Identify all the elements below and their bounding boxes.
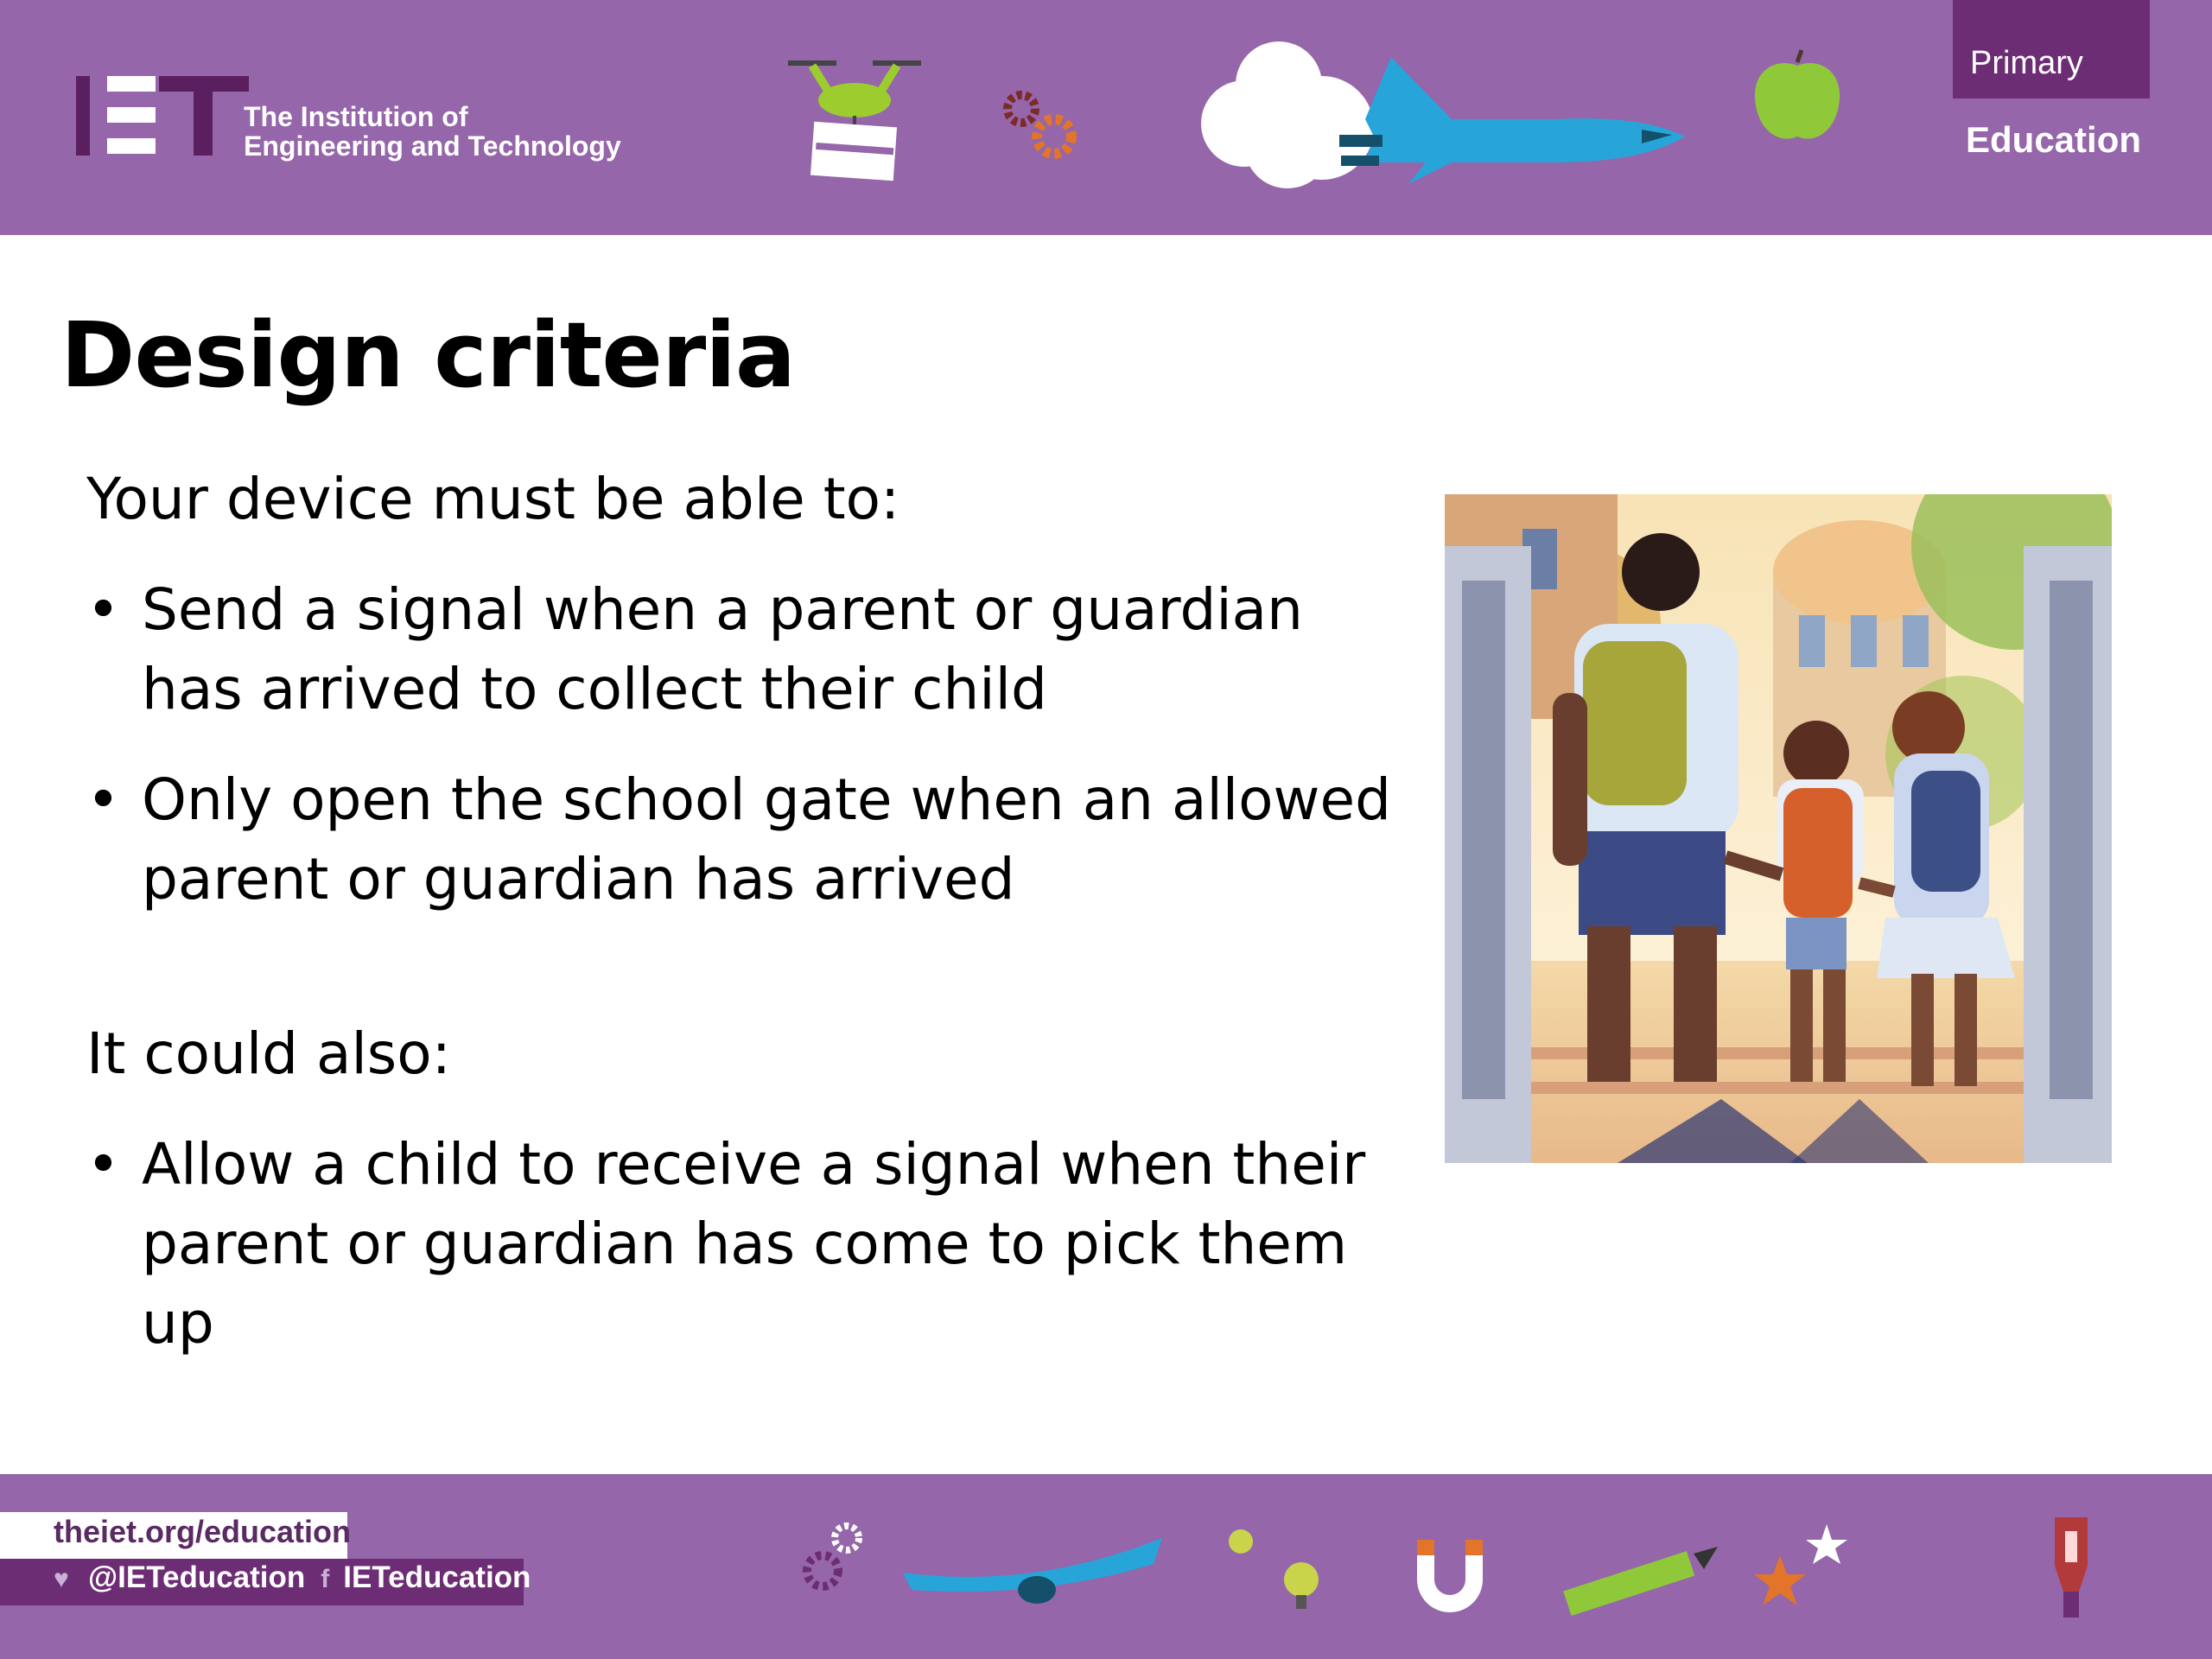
must-list — [86, 570, 1400, 950]
twitter-handle-link[interactable]: @IETeducation — [88, 1560, 306, 1594]
list-item: • Allow a child to receive a signal when their parent or guardian has come to pick them up — [86, 1125, 1400, 1363]
facebook-icon: f — [321, 1565, 330, 1593]
drone-icon — [778, 50, 933, 188]
social-links — [54, 1560, 531, 1595]
pencil-icon — [1555, 1535, 1719, 1621]
torch-icon — [2041, 1514, 2101, 1626]
gears-footer-icon — [795, 1517, 881, 1604]
page-title: Design criteria — [60, 302, 796, 408]
magnet-icon — [1400, 1528, 1495, 1623]
gears-icon — [1001, 90, 1084, 162]
list-item: • Send a signal when a parent or guardian has arrived to collect their child — [86, 570, 1400, 729]
org-name: The Institution of Engineering and Technology — [244, 101, 621, 162]
glider-icon — [903, 1529, 1171, 1616]
cloud-shuttle-icon — [1192, 33, 1702, 197]
facebook-handle-link[interactable]: IETeducation — [343, 1560, 531, 1594]
education-label: Education — [1966, 119, 2142, 160]
twitter-icon: ♥ — [54, 1565, 69, 1593]
intro-could-text: It could also: — [86, 1020, 451, 1087]
children-walking-illustration — [1445, 494, 2112, 1163]
bulbs-icon — [1218, 1522, 1331, 1618]
list-item: • Only open the school gate when an allowed parent or guardian has arrived — [86, 760, 1400, 919]
stars-icon — [1754, 1521, 1849, 1616]
intro-must-text: Your device must be able to: — [86, 466, 900, 532]
footer-url-link[interactable]: theiet.org/education — [54, 1514, 352, 1549]
could-list — [86, 1125, 1400, 1395]
primary-label: Primary — [1970, 45, 2083, 81]
apple-icon — [1750, 45, 1845, 149]
